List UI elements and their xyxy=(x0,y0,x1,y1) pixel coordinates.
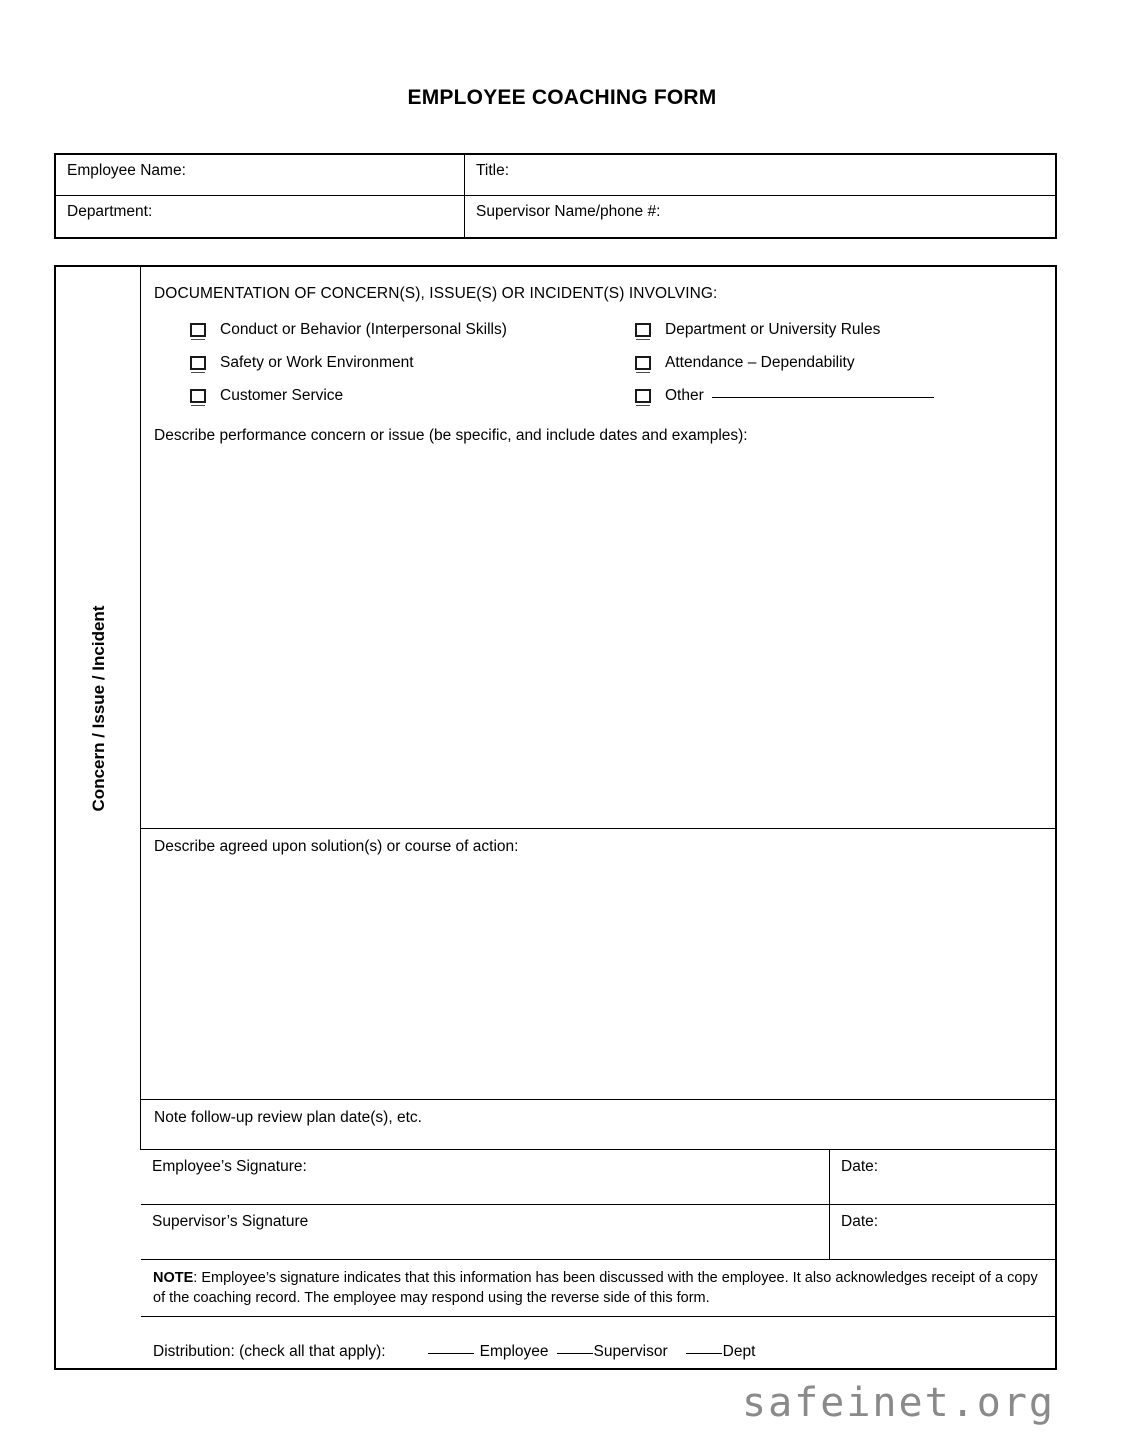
checkbox-row xyxy=(154,321,1045,354)
concern-issue-incident-label: Concern / Issue / Incident xyxy=(89,605,108,812)
distribution-line xyxy=(153,1343,755,1361)
table-row xyxy=(56,155,1055,196)
distribution-block xyxy=(141,1317,1055,1368)
side-label-column xyxy=(56,267,141,1150)
checkbox-item-attendance-dependability[interactable] xyxy=(599,354,855,373)
watermark: safeinet.org xyxy=(742,1380,1055,1426)
distribution-checkline-employee[interactable] xyxy=(428,1353,474,1354)
distribution-label: Distribution: (check all that apply): xyxy=(153,1343,386,1360)
followup-block[interactable] xyxy=(141,1100,1055,1150)
supervisor-signature-date-field[interactable]: Date: xyxy=(841,1213,879,1230)
checkbox-label: Customer Service xyxy=(220,387,344,404)
table-row xyxy=(56,196,1055,237)
title-field[interactable]: Title: xyxy=(476,162,510,179)
distribution-option-dept: Dept xyxy=(722,1343,756,1360)
main-form-table xyxy=(54,265,1057,1370)
note-body: : Employee’s signature indicates that this information has been discussed with the employee. It also acknowledges receipt of a copy of the coaching record. The employee may respond using the reverse side of this form. xyxy=(153,1270,1038,1306)
checkbox-item-department-university-rules[interactable] xyxy=(599,321,880,340)
signature-section xyxy=(141,1150,1055,1260)
checkbox-icon[interactable] xyxy=(190,356,206,370)
header-info-table xyxy=(54,153,1057,239)
table-row xyxy=(141,1150,1055,1205)
distribution-checkline-supervisor[interactable] xyxy=(557,1353,593,1354)
supervisor-name-phone-field[interactable]: Supervisor Name/phone #: xyxy=(476,203,661,220)
checkbox-icon[interactable] xyxy=(635,323,651,337)
checkbox-label: Attendance – Dependability xyxy=(665,354,855,371)
distribution-option-employee: Employee xyxy=(479,1343,549,1360)
checkbox-item-conduct-behavior[interactable] xyxy=(154,321,599,340)
checkbox-icon[interactable] xyxy=(190,389,206,403)
checkbox-label-other-wrap xyxy=(665,387,934,406)
checkbox-label: Other xyxy=(665,387,704,404)
documentation-heading: DOCUMENTATION OF CONCERN(S), ISSUE(S) OR INCIDENT(S) INVOLVING: xyxy=(154,285,718,302)
checkbox-item-other[interactable] xyxy=(599,387,934,406)
employee-signature-date-field[interactable]: Date: xyxy=(841,1158,879,1175)
table-row xyxy=(141,1205,1055,1260)
checkbox-row xyxy=(154,387,1045,420)
describe-solution-prompt: Describe agreed upon solution(s) or course of action: xyxy=(154,838,519,855)
concern-type-checkbox-group xyxy=(154,321,1045,420)
checkbox-label: Conduct or Behavior (Interpersonal Skills) xyxy=(220,321,507,338)
note-bold-prefix: NOTE xyxy=(153,1270,194,1286)
checkbox-item-safety-work-environment[interactable] xyxy=(154,354,599,373)
checkbox-row xyxy=(154,354,1045,387)
followup-prompt: Note follow-up review plan date(s), etc. xyxy=(154,1109,422,1126)
checkbox-icon[interactable] xyxy=(190,323,206,337)
distribution-checkline-dept[interactable] xyxy=(686,1353,722,1354)
distribution-option-supervisor: Supervisor xyxy=(593,1343,668,1360)
solution-block[interactable] xyxy=(141,829,1055,1100)
form-content-column xyxy=(141,267,1055,1368)
describe-concern-prompt: Describe performance concern or issue (be specific, and include dates and examples): xyxy=(154,427,748,444)
employee-signature-field[interactable]: Employee’s Signature: xyxy=(141,1150,830,1204)
checkbox-label: Department or University Rules xyxy=(665,321,881,338)
checkbox-icon[interactable] xyxy=(635,356,651,370)
supervisor-signature-field[interactable]: Supervisor’s Signature xyxy=(141,1205,830,1259)
other-write-in-line[interactable] xyxy=(712,397,934,398)
note-block xyxy=(141,1260,1055,1317)
employee-name-field[interactable]: Employee Name: xyxy=(56,155,465,195)
page-title: EMPLOYEE COACHING FORM xyxy=(407,86,717,109)
checkbox-icon[interactable] xyxy=(635,389,651,403)
department-field[interactable]: Department: xyxy=(56,196,465,237)
checkbox-item-customer-service[interactable] xyxy=(154,387,599,406)
documentation-block xyxy=(141,267,1055,829)
checkbox-label: Safety or Work Environment xyxy=(220,354,414,371)
